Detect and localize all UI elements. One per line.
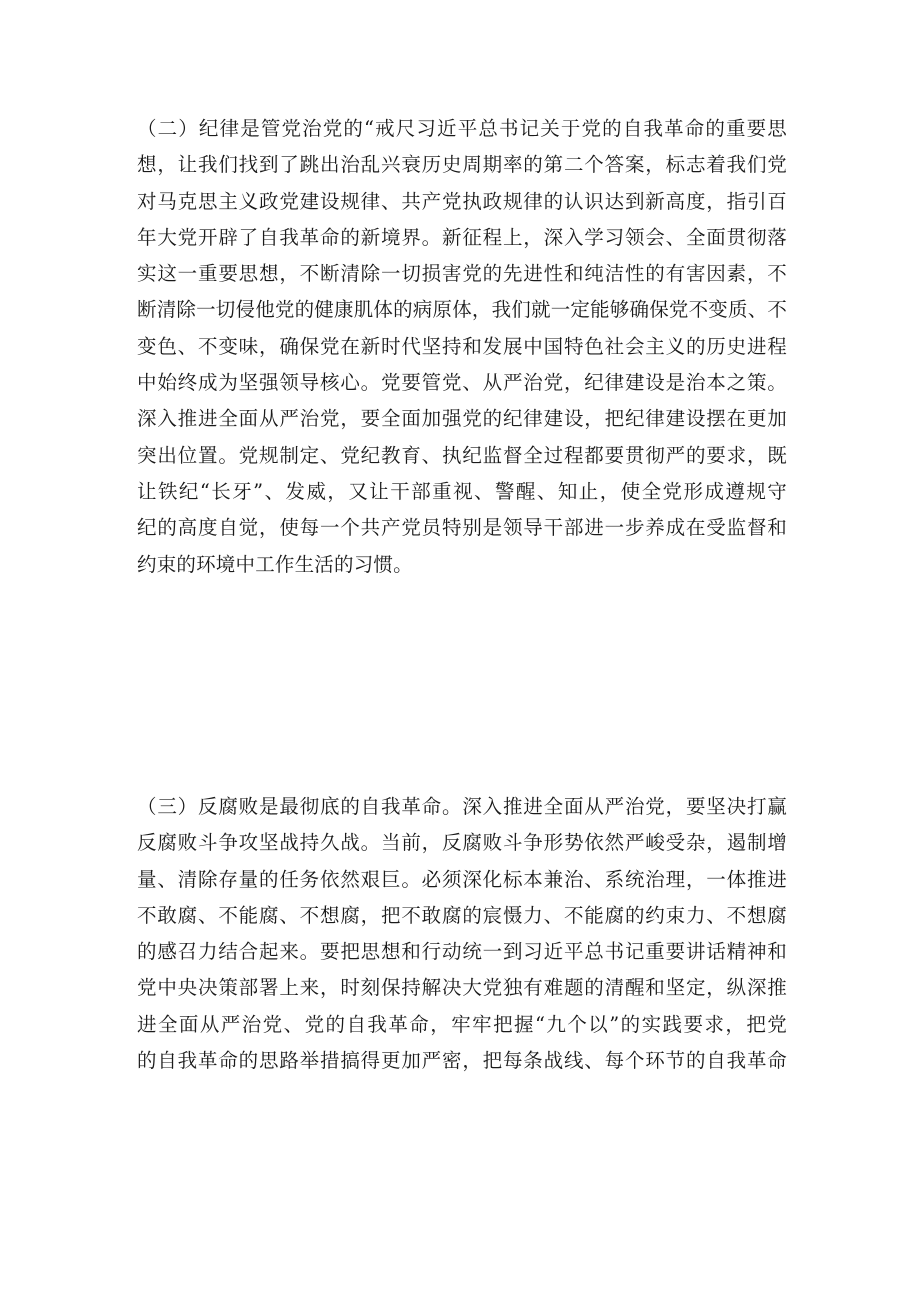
text-line: 党中央决策部署上来，时刻保持解决大党独有难题的清醒和坚定，纵深推: [137, 976, 787, 1000]
text-line: 想，让我们找到了跳出治乱兴衰历史周期率的第二个答案，标志着我们党: [137, 153, 787, 177]
text-line: 中始终成为坚强领导核心。党要管党、从严治党，纪律建设是治本之策。: [137, 371, 787, 395]
text-line: 进全面从严治党、党的自我革命，牢牢把握“九个以”的实践要求，把党: [137, 1012, 787, 1036]
text-line: 不敢腐、不能腐、不想腐，把不敢腐的宸慑力、不能腐的约束力、不想腐: [137, 903, 787, 927]
text-line: 突出位置。党规制定、党纪教育、执纪监督全过程都要贯彻严的要求，既: [137, 443, 787, 467]
text-line: （二）纪律是管党治党的“戒尺习近平总书记关于党的自我革命的重要思: [137, 117, 787, 140]
text-line: 量、清除存量的任务依然艰巨。必须深化标本兼治、系统治理，一体推进: [137, 867, 787, 891]
text-line: 的自我革命的思路举措搞得更加严密，把每条战线、每个环节的自我革命: [137, 1049, 787, 1073]
text-line: 纪的高度自觉，使每一个共产党员特别是领导干部进一步养成在受监督和: [137, 516, 787, 540]
text-line: 变色、不变味，确保党在新时代坚持和发展中国特色社会主义的历史进程: [137, 334, 787, 358]
text-line: （三）反腐败是最彻底的自我革命。深入推进全面从严治党，要坚决打赢: [137, 795, 787, 818]
text-line: 让铁纪“长牙”、发威，又让干部重视、警醒、知止，使全党形成遵规守: [137, 479, 787, 503]
text-line: 断清除一切侵他党的健康肌体的病原体，我们就一定能够确保党不变质、不: [137, 298, 788, 322]
text-line: 对马克思主义政党建设规律、共产党执政规律的认识达到新高度，指引百: [137, 189, 787, 213]
text-line: 深入推进全面从严治党，要全面加强党的纪律建设，把纪律建设摆在更加: [137, 407, 787, 431]
text-line: 实这一重要思想，不断清除一切损害党的先进性和纯洁性的有害因素，不: [137, 262, 787, 286]
text-line: 的感召力结合起来。要把思想和行动统一到习近平总书记重要讲话精神和: [137, 940, 787, 964]
paragraph-anti-corruption: [137, 789, 787, 1079]
paragraph-discipline: [137, 111, 787, 583]
text-line: 反腐败斗争攻坚战持久战。当前，反腐败斗争形势依然严峻受杂，遏制增: [137, 831, 787, 855]
text-line: 约束的环境中工作生活的习惯。: [137, 552, 413, 576]
text-line: 年大党开辟了自我革命的新境界。新征程上，深入学习领会、全面贯彻落: [137, 225, 787, 249]
